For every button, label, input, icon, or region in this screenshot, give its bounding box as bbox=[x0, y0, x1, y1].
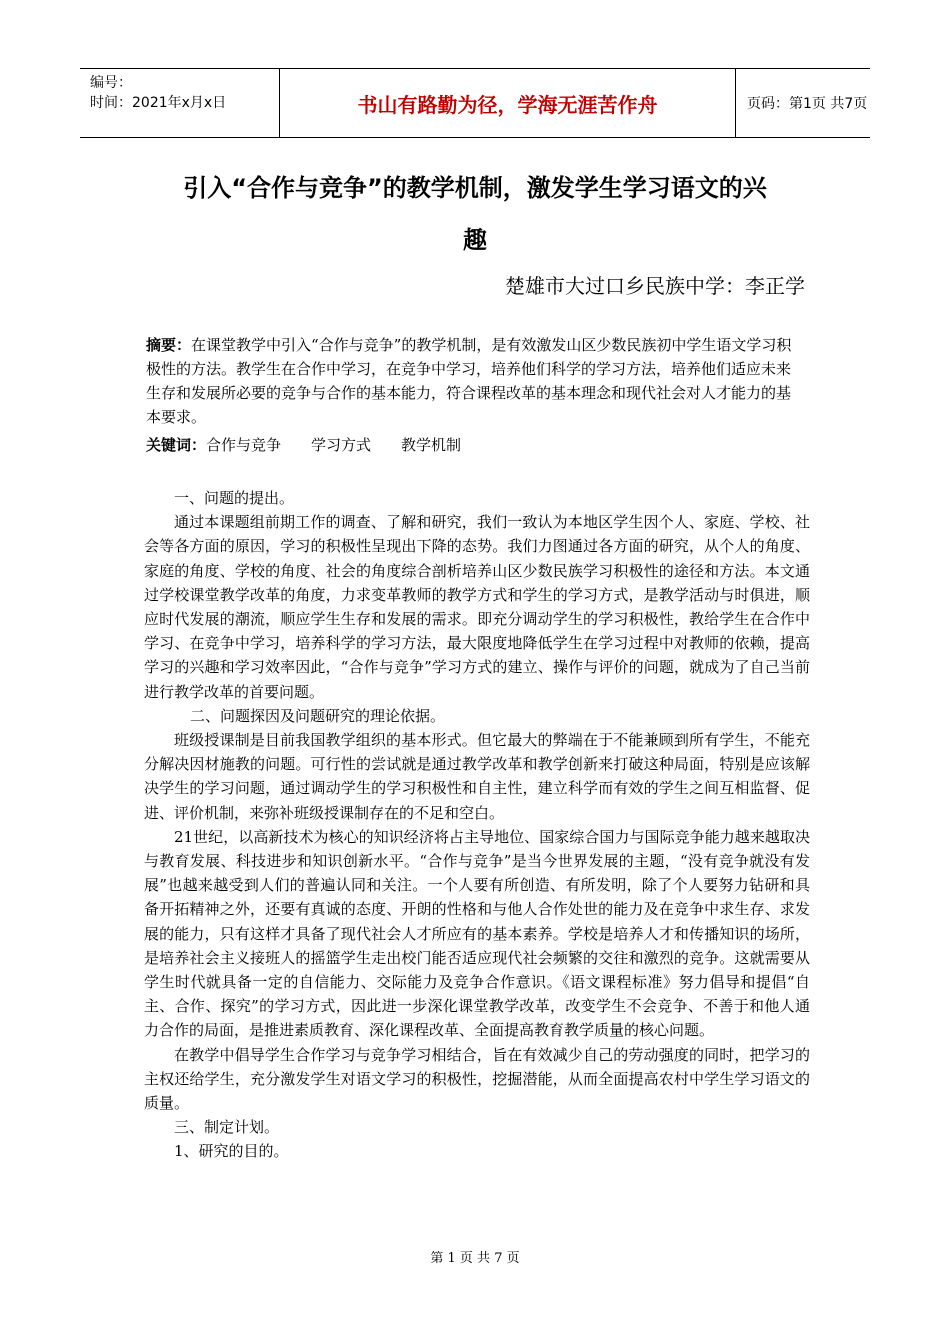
header-motto: 书山有路勤为径，学海无涯苦作舟 bbox=[280, 69, 736, 137]
page-footer: 第 1 页 共 7 页 bbox=[430, 1251, 520, 1266]
number-label: 编号： bbox=[90, 75, 132, 91]
keywords-label: 关键词： bbox=[146, 436, 207, 454]
paragraph: 班级授课制是目前我国教学组织的基本形式。但它最大的弊端在于不能兼顾到所有学生，不能充分解决因材施教的问题。可行性的尝试就是通过教学改革和教学创新来打破这种局面，特别是应该解决学生的学习问题，通过调动学生的学习积极性和自主性，建立科学而有效的学生之间互相监督、促进、评价机制，来弥补班级授课制存在的不足和空白。 bbox=[144, 731, 810, 822]
keyword: 学习方式 bbox=[311, 436, 372, 454]
abstract-text: 在课堂教学中引入“合作与竞争”的教学机制，是有效激发山区少数民族初中学生语文学习积极性的方法。教学生在合作中学习，在竞争中学习，培养他们科学的学习方法，培养他们适应未来生存和发展所必要的竞争与合作的基本能力，符合课程改革的基本理念和现代社会对人才能力的基本要求。 bbox=[146, 336, 792, 426]
paragraph: 通过本课题组前期工作的调查、了解和研究，我们一致认为本地区学生因个人、家庭、学校、社会等各方面的原因，学习的积极性呈现出下降的态势。我们力图通过各方面的研究，从个人的角度、家庭的角度、学校的角度、社会的角度综合剖析培养山区少数民族学习积极性的途径和方法。本文通过学校课堂教学改革的角度，力求变革教师的教学方式和学生的学习方式，是教学活动与时俱进，顺应时代发展的潮流，顺应学生生存和发展的需求。即充分调动学生的学习积极性，教给学生在合作中学习、在竞争中学习，培养科学的学习方法，最大限度地降低学生在学习过程中对教师的依赖，提高学习的兴趣和学习效率因此，“合作与竞争”学习方式的建立、操作与评价的问题，就成为了自己当前进行教学改革的首要问题。 bbox=[144, 513, 810, 701]
document-title-line2: 趣 bbox=[463, 226, 487, 254]
author-line: 楚雄市大过口乡民族中学：李正学 bbox=[505, 274, 805, 298]
body-text bbox=[144, 486, 810, 1164]
paragraph: 在教学中倡导学生合作学习与竞争学习相结合，旨在有效减少自己的劳动强度的同时，把学习的主权还给学生，充分激发学生对语文学习的积极性，挖掘潜能，从而全面提高农村中学生学习语文的质量。 bbox=[144, 1045, 810, 1113]
section-heading-2: 二、问题探因及问题研究的理论依据。 bbox=[190, 706, 446, 725]
abstract-label: 摘要： bbox=[146, 336, 192, 354]
keyword: 合作与竞争 bbox=[206, 436, 282, 454]
paragraph: 21世纪，以高新技术为核心的知识经济将占主导地位、国家综合国力与国际竞争能力越来越取决与教育发展、科技进步和知识创新水平。“合作与竞争”是当今世界发展的主题，“没有竞争就没有发展”也越来越受到人们的普遍认同和关注。一个人要有所创造、有所发明，除了个人要努力钻研和具备开拓精神之外，还要有真诚的态度、开朗的性格和与他人合作处世的能力及在竞争中求生存、求发展的能力，只有这样才具备了现代社会人才所应有的基本素养。学校是培养人才和传播知识的场所，是培养社会主义接班人的摇篮学生走出校门能否适应现代社会频繁的交往和激烈的竞争。这就需要从学生时代就具备一定的自信能力、交际能力及竞争合作意识。《语文课程标准》努力倡导和提倡“自主、合作、探究”的学习方式，因此进一步深化课堂教学改革，改变学生不会竞争、不善于和他人通力合作的局面，是推进素质教育、深化课程改革、全面提高教育教学质量的核心问题。 bbox=[144, 827, 810, 1040]
time-label: 时间：2021年x月x日 bbox=[90, 95, 227, 111]
keywords bbox=[146, 433, 461, 457]
section-heading-1: 一、问题的提出。 bbox=[174, 489, 295, 507]
document-title-line1: 引入“合作与竞争”的教学机制，激发学生学习语文的兴 bbox=[183, 174, 767, 202]
subsection-heading: 1、研究的目的。 bbox=[174, 1142, 289, 1161]
document-header bbox=[80, 68, 870, 138]
abstract bbox=[146, 333, 796, 429]
header-meta bbox=[80, 69, 280, 137]
header-page-info: 页码：第1页 共7页 bbox=[747, 96, 868, 112]
keyword: 教学机制 bbox=[401, 436, 462, 454]
section-heading-3: 三、制定计划。 bbox=[174, 1118, 280, 1137]
